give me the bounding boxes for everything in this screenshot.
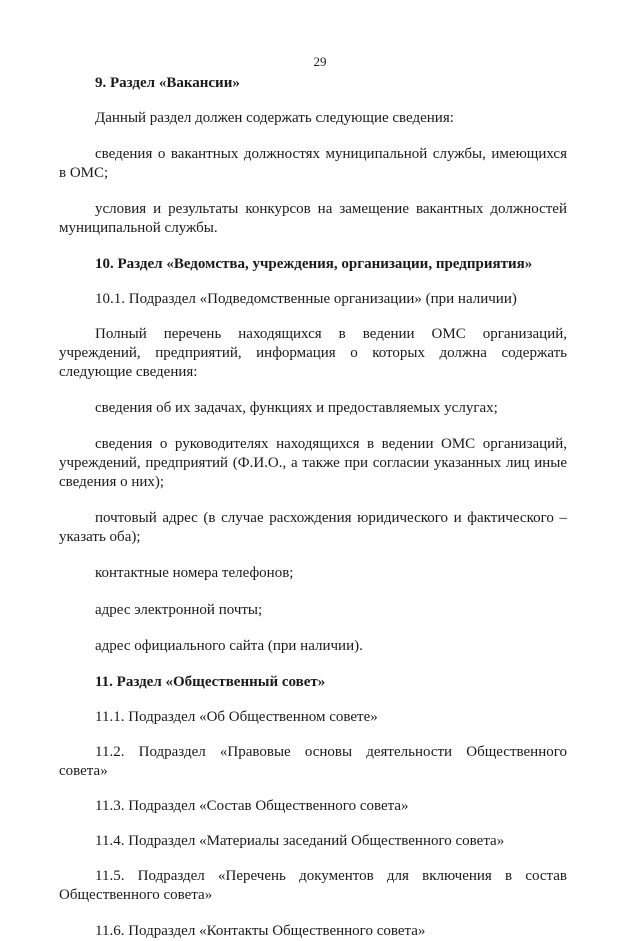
subsection-11-2: 11.2. Подраздел «Правовые основы деятельности Общественного совета» [59, 744, 567, 779]
paragraph-phones: контактные номера телефонов; [95, 565, 294, 581]
paragraph-postal-address: почтовый адрес (в случае расхождения юридического и фактического – указать оба); [59, 510, 567, 545]
paragraph-tasks: сведения об их задачах, функциях и предоставляемых услугах; [95, 400, 498, 416]
section-11-heading: 11. Раздел «Общественный совет» [95, 674, 326, 690]
subsection-11-5: 11.5. Подраздел «Перечень документов для включения в состав Общественного совета» [59, 868, 567, 903]
paragraph-managers: сведения о руководителях находящихся в ведении ОМС организаций, учреждений, предприятий (Ф.И.О., а также при согласии указанных лиц иные сведения о них); [59, 436, 567, 490]
page-number: 29 [313, 54, 327, 69]
subsection-11-4: 11.4. Подраздел «Материалы заседаний Общественного совета» [95, 833, 505, 849]
section-10-heading: 10. Раздел «Ведомства, учреждения, организации, предприятия» [95, 256, 533, 272]
subsection-11-6: 11.6. Подраздел «Контакты Общественного совета» [95, 923, 426, 939]
paragraph-email: адрес электронной почты; [95, 602, 263, 618]
section-9-heading: 9. Раздел «Вакансии» [95, 75, 240, 91]
paragraph-full-list: Полный перечень находящихся в ведении ОМС организаций, учреждений, предприятий, информация о которых должна содержать следующие сведения: [59, 326, 567, 380]
document-body [59, 74, 567, 941]
paragraph-contests: условия и результаты конкурсов на замещение вакантных должностей муниципальной службы. [59, 201, 567, 236]
subsection-11-1: 11.1. Подраздел «Об Общественном совете» [95, 709, 378, 725]
paragraph-intro: Данный раздел должен содержать следующие сведения: [95, 110, 454, 126]
subsection-11-3: 11.3. Подраздел «Состав Общественного совета» [95, 798, 409, 814]
paragraph-vacancies: сведения о вакантных должностях муниципальной службы, имеющихся в ОМС; [59, 146, 567, 181]
subsection-10-1: 10.1. Подраздел «Подведомственные организации» (при наличии) [95, 291, 517, 307]
paragraph-website: адрес официального сайта (при наличии). [95, 638, 363, 654]
